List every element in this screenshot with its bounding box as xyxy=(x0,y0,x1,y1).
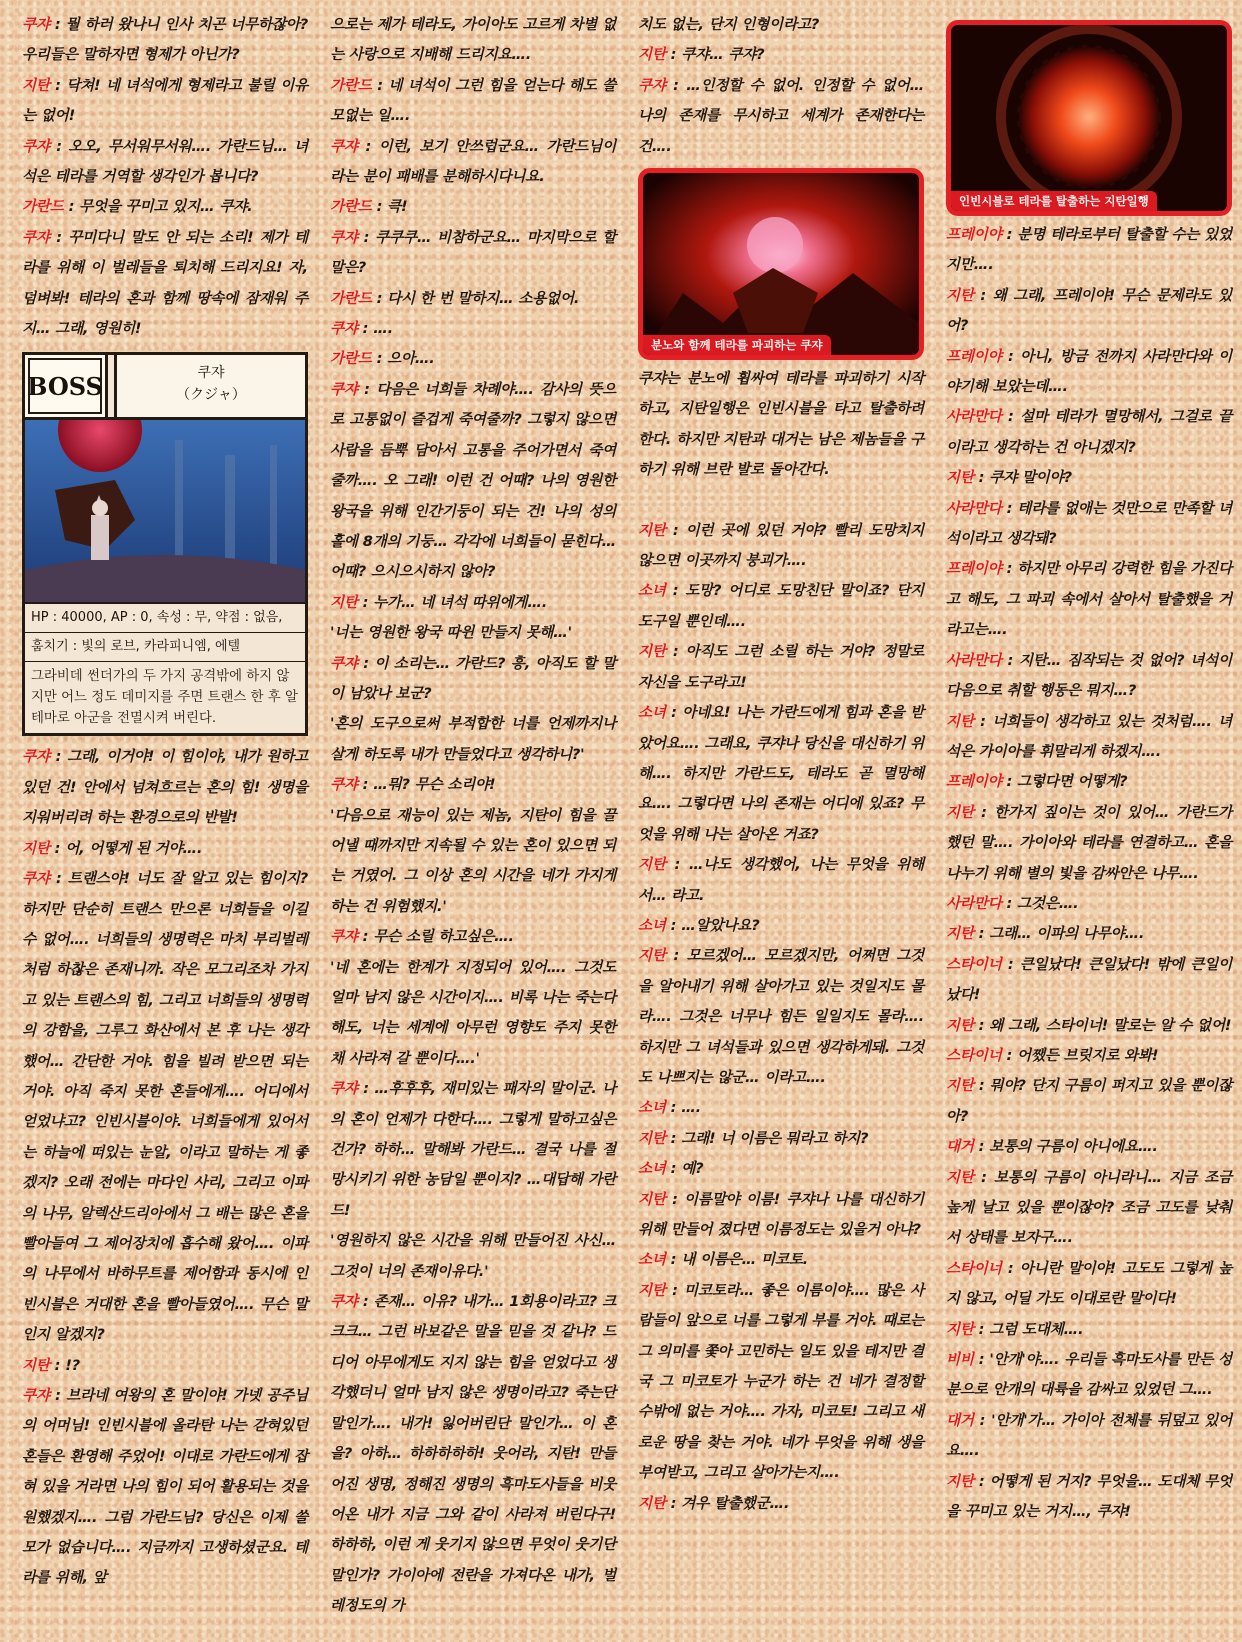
speaker-name: 지탄 xyxy=(22,1356,50,1374)
speaker-name: 소녀 xyxy=(638,1251,666,1269)
dialogue-text: '다음으로 재능이 있는 제놈, 지탄이 힘을 끌어낼 때까지만 지속될 수 있는 혼이 있으면 되는 거였어. 그 이상 혼의 시간을 네가 가지게 하는 건 위험했지.' xyxy=(330,806,616,915)
speaker-name: 지탄 xyxy=(638,1494,666,1512)
dialogue-line: 쿠쟈 : 트랜스야! 너도 잘 알고 있는 힘이지? 하지만 단순히 트랜스 만으론 너희들을 이길 수 없어…. 너희들의 생명력은 마치 부리벌레처럼 하찮은 존재니까. 작은 모그리조차 가지고 있는 트랜스의 힘, 그리고 너희들의 생명력의 강함을, 그루그 화산에서 본 후 나는 생각했어… 간단한 거야. 힘을 빌려 받으면 되는 거야. 아직 죽지 못한 혼들에게…. 어디에서 얻었냐고? 인빈시블이야. 너희들에게 있어서는 하늘에 떠있는 눈알, 이라고 말하는 게 좋겠지? 오래 전에는 마다인 사리, 그리고 이파의 나무, 알렉산드리아에서 그 배는 많은 혼을 빨아들여 그 제어장치에 흡수해 왔어…. 이파의 나무에서 바하무트를 제어함과 동시에 인빈시블은 거대한 혼을 빨아들였어…. 무슨 말인지 알겠지? xyxy=(22,870,308,1344)
dialogue-text: 으아…. xyxy=(387,350,435,368)
dialogue-text: 뭐야? 단지 구름이 퍼지고 있을 뿐이잖아? xyxy=(946,1077,1232,1125)
speaker-name: 쿠쟈 xyxy=(330,137,358,155)
dialogue-line: 지탄 : 보통의 구름이 아니라니… 지금 조금 높게 날고 있을 뿐이잖아? 조금 고도를 낮춰서 상태를 보자구…. xyxy=(946,1168,1232,1247)
boss-name-jp: （クジャ） xyxy=(176,387,246,404)
dialogue-text: 미코토라… 좋은 이름이야…. 많은 사람들이 앞으로 너를 그렇게 부를 거야. 때로는 그 의미를 쫓아 고민하는 일도 있을 테지만 결국 그 미코토가 누군가 하는 건 네가 결정할 수밖에 없는 거야…. 가자, 미코토! 그리고 새로운 땅을 찾는 거야. 네가 무엇을 위해 생을 부여받고, 그리고 살아가는지…. xyxy=(638,1281,925,1482)
dialogue-line: 사라만다 : 지탄… 짐작되는 것 없어? 녀석이 다음으로 취할 행동은 뭐지…? xyxy=(946,651,1232,700)
dialogue-line: 스타이너 : 어쨌든 브릿지로 와봐! xyxy=(946,1046,1159,1064)
dialogue-text: 누가… 네 녀석 따위에게…. xyxy=(373,593,548,611)
dialogue-text: 보통의 구름이 아니에요…. xyxy=(989,1138,1158,1156)
dialogue-line: 가란드 : 다시 한 번 말하지… 소용없어. xyxy=(330,289,580,307)
speaker-name: 지탄 xyxy=(946,1168,974,1186)
dialogue-text: 쿠쟈 말이야? xyxy=(989,469,1072,487)
speaker-name: 소녀 xyxy=(638,916,666,934)
dialogue-line: 지탄 : 모르겠어… 모르겠지만, 어쩌면 그것을 알아내기 위해 살아가고 있는 것일지도 몰라…. 그것은 너무나 힘든 일일지도 몰라…. 하지만 그 녀석들과 있으면 생각하게돼. 그것도 나쁘지는 않군… 이라고…. xyxy=(638,947,924,1086)
speaker-name: 쿠쟈 xyxy=(22,137,50,155)
dialogue-text: 뭘 하러 왔나니 인사 치곤 너무하잖아? 우리들은 말하자면 형제가 아닌가? xyxy=(22,16,308,64)
speaker-name: 지탄 xyxy=(330,593,358,611)
dialogue-line: 지탄 : 쿠쟈… 쿠쟈? xyxy=(638,46,765,64)
dialogue-line: 대거 : 보통의 구름이 아니에요…. xyxy=(946,1138,1158,1156)
speaker-name: 지탄 xyxy=(946,925,974,943)
dialogue-continuation xyxy=(330,618,616,648)
speaker-name: 가란드 xyxy=(330,198,372,216)
speaker-name: 지탄 xyxy=(946,1320,974,1338)
dialogue-line: 프레이야 : 그렇다면 어떻게? xyxy=(946,773,1128,791)
boss-stats: HP : 40000, AP : 0, 속성 : 무, 약점 : 없음, xyxy=(25,604,305,633)
dialogue-text: 존재… 이유? 내가… 1회용이라고? 크크크… 그런 바보같은 말을 믿을 것 같나? 드디어 아무에게도 지지 않는 힘을 얻었다고 생각했더니 얼마 남지 않은 생명이라고? 죽는단 말인가…. 내가! 잃어버린단 말인가… 이 혼을? 아하… 하하하하하! 웃어라, 지탄! 만들어진 생명, 정해진 생명의 흑마도사들을 비웃어온 내가 지금 그와 같이 사라져 버린다구! 하하하, 이런 게 웃기지 않으면 무엇이 웃기단 말인가? 가이아에 전란을 가져다온 내가, 벌레정도의 가 xyxy=(330,1293,616,1615)
speaker-name: 사라만다 xyxy=(946,499,1002,517)
boss-description: 그라비데 썬더가의 두 가지 공격밖에 하지 않지만 어느 정도 데미지를 주면 트랜스 한 후 알테마로 아군을 전멸시켜 버린다. xyxy=(31,669,298,727)
dialogue-line: 쿠쟈 : 무슨 소릴 하고싶은…. xyxy=(330,928,514,946)
dialogue-continuation xyxy=(330,709,616,770)
speaker-name: 프레이야 xyxy=(946,560,1002,578)
speaker-name: 스타이너 xyxy=(946,955,1002,973)
speaker-name: 지탄 xyxy=(638,947,666,965)
dialogue-line: 쿠쟈 : 이 소리는… 가란드? 흥, 아직도 할 말이 남았나 보군? xyxy=(330,654,616,702)
dialogue-text: …나도 생각했어, 나는 무엇을 위해서… 라고. xyxy=(638,856,924,904)
invincible-escape-image xyxy=(946,20,1232,216)
dialogue-line: 프레이야 : 분명 테라로부터 탈출할 수는 있었지만…. xyxy=(946,226,1232,274)
boss-header xyxy=(25,355,305,420)
speaker-name: 지탄 xyxy=(22,839,50,857)
speaker-name: 지탄 xyxy=(946,803,974,821)
explosion-illustration xyxy=(643,173,919,355)
dialogue-line: 쿠쟈 : 그래, 이거야! 이 힘이야, 내가 원하고 있던 건! 안에서 넘쳐흐르는 혼의 힘! 생명을 지워버리려 하는 환경으로의 반발! xyxy=(22,748,308,827)
dialogue-line: 쿠쟈 : 브라네 여왕의 혼 말이야! 가넷 공주님의 어머님! 인빈시블에 올라탄 나는 갇혀있던 혼들은 환영해 주었어! 이대로 가란드에게 잡혀 있을 거라면 나의 힘이 되어 활용되는 것을 원했겠지…. 그럼 가란드님? 당신은 이제 쓸모가 없습니다…. 지금까지 고생하셨군요. 테라를 위해, 앞 xyxy=(22,1387,308,1587)
dialogue-line: 쿠쟈 : 꾸미다니 말도 안 되는 소리! 제가 테라를 위해 이 벌레들을 퇴치해 드리지요! 자, 덤벼봐! 테라의 혼과 함께 땅속에 잠재워 주지… 그래, 영원히! xyxy=(22,228,308,338)
speaker-name: 스타이너 xyxy=(946,1046,1002,1064)
dialogue-text: 그럼 도대체…. xyxy=(989,1320,1084,1338)
dialogue-text: 오오, 무서워무서워…. 가란드님… 녀석은 테라를 거역할 생각인가 봅니다? xyxy=(22,137,308,186)
dialogue-continuation xyxy=(638,10,924,40)
image-caption: 분노와 함께 테라를 파괴하는 쿠쟈 xyxy=(643,335,831,355)
dialogue-text: 도망? 어디로 도망친단 말이죠? 단지 도구일 뿐인데…. xyxy=(638,582,925,630)
speaker-name: 소녀 xyxy=(638,1160,666,1178)
dialogue-text: 다음은 너희들 차례야…. 감사의 뜻으로 고통없이 즐겁게 죽여줄까? 그렇지 않으면 사람을 듬뿍 담아서 고통을 주어가면서 죽여줄까…. 오 그래! 이런 건 어때? 나의 영원한 왕국을 위해 인간기둥이 되는 건! 나의 성의 홀에 8개의 기둥… 각각에 너희들이 묻힌다… 어때? 으시으시하지 않아? xyxy=(330,380,616,581)
dialogue-line: 지탄 : 이런 곳에 있던 거야? 빨리 도망치지 않으면 이곳까지 붕괴가…. xyxy=(638,521,924,570)
speaker-name: 대거 xyxy=(946,1138,974,1156)
dialogue-text: 이름말야 이름! 쿠쟈나 나를 대신하기 위해 만들어 졌다면 이름정도는 있을거 아냐? xyxy=(638,1190,924,1238)
dialogue-text: 어, 어떻게 된 거야…. xyxy=(65,839,203,857)
invincible-eye-illustration xyxy=(951,25,1227,211)
dialogue-line: 소녀 : 예? xyxy=(638,1160,704,1178)
dialogue-line: 지탄 : 쿠쟈 말이야? xyxy=(946,469,1072,487)
dialogue-line: 비비 : '안개'야…. 우리들 흑마도사를 만든 성분으로 안개의 대륙을 감싸고 있었던 그…. xyxy=(946,1351,1232,1399)
dialogue-block xyxy=(638,516,924,1519)
dialogue-text: 테라를 없애는 것만으로 만족할 녀석이라고 생각돼? xyxy=(946,499,1232,548)
speaker-name: 지탄 xyxy=(946,286,974,304)
speaker-name: 대거 xyxy=(946,1411,974,1429)
speaker-name: 가란드 xyxy=(22,198,64,216)
speaker-name: 사라만다 xyxy=(946,894,1002,912)
dialogue-text: 내 이름은… 미코토. xyxy=(681,1251,808,1269)
dialogue-text: …. xyxy=(373,320,393,338)
speaker-name: 쿠쟈 xyxy=(330,1080,358,1098)
speaker-name: 지탄 xyxy=(638,1129,666,1147)
dialogue-text: 이런 곳에 있던 거야? 빨리 도망치지 않으면 이곳까지 붕괴가…. xyxy=(638,521,924,570)
dialogue-block xyxy=(946,220,1232,1527)
dialogue-continuation xyxy=(330,953,616,1075)
speaker-name: 지탄 xyxy=(638,1190,666,1208)
dialogue-line: 소녀 : 도망? 어디로 도망친단 말이죠? 단지 도구일 뿐인데…. xyxy=(638,582,925,630)
speaker-name: 지탄 xyxy=(22,76,50,94)
speaker-name: 쿠쟈 xyxy=(22,16,50,33)
column-2 xyxy=(330,10,616,1622)
dialogue-line: 쿠쟈 : …인정할 수 없어. 인정할 수 없어… 나의 존재를 무시하고 세계가 존재한다는 건…. xyxy=(638,76,924,155)
dialogue-line: 지탄 : 누가… 네 녀석 따위에게…. xyxy=(330,593,548,611)
speaker-name: 프레이야 xyxy=(946,773,1002,791)
boss-screenshot xyxy=(25,420,305,604)
speaker-name: 쿠쟈 xyxy=(638,76,666,94)
speaker-name: 지탄 xyxy=(638,46,666,64)
dialogue-line: 사라만다 : 그것은…. xyxy=(946,894,1079,912)
speaker-name: 지탄 xyxy=(638,643,666,661)
speaker-name: 소녀 xyxy=(638,582,666,600)
dialogue-line: 지탄 : 미코토라… 좋은 이름이야…. 많은 사람들이 앞으로 너를 그렇게 부를 거야. 때로는 그 의미를 쫓아 고민하는 일도 있을 테지만 결국 그 미코토가 누군가 하는 건 네가 결정할 수밖에 없는 거야…. 가자, 미코토! 그리고 새로운 땅을 찾는 거야. 네가 무엇을 위해 생을 부여받고, 그리고 살아가는지…. xyxy=(638,1281,925,1482)
dialogue-text: '혼의 도구으로써 부적합한 너를 언제까지나 살게 하도록 내가 만들었다고 생각하니?' xyxy=(330,715,616,763)
speaker-name: 가란드 xyxy=(330,76,372,94)
image-caption: 인빈시블로 테라를 탈출하는 지탄일행 xyxy=(951,191,1157,211)
speaker-name: 지탄 xyxy=(946,1016,974,1034)
dialogue-text: 왜 그래, 프레이야! 무슨 문제라도 있어? xyxy=(946,286,1232,335)
dialogue-text: 큭! xyxy=(387,198,408,216)
speaker-name: 쿠쟈 xyxy=(330,654,358,672)
dialogue-text: 아니, 방금 전까지 사라만다와 이야기해 보았는데…. xyxy=(946,347,1232,396)
boss-box xyxy=(22,352,308,736)
dialogue-text: …인정할 수 없어. 인정할 수 없어… 나의 존재를 무시하고 세계가 존재한다는 건…. xyxy=(638,76,924,155)
dialogue-text: 쿠쟈… 쿠쟈? xyxy=(681,46,765,64)
speaker-name: 쿠쟈 xyxy=(330,228,358,246)
dialogue-text: 무슨 소릴 하고싶은…. xyxy=(373,928,514,946)
dialogue-text: 으로는 제가 테라도, 가이아도 고르게 차별 없는 사랑으로 지배해 드리지요…. xyxy=(330,16,616,64)
speaker-name: 쿠쟈 xyxy=(22,228,50,246)
dialogue-line: 지탄 : !? xyxy=(22,1356,80,1374)
dialogue-text: 왜 그래, 스타이너! 말로는 알 수 없어! xyxy=(989,1016,1232,1034)
dialogue-line: 쿠쟈 : 이런, 보기 안쓰럽군요… 가란드님이라는 분이 패배를 분해하시다니요. xyxy=(330,137,616,186)
dialogue-line: 지탄 : …나도 생각했어, 나는 무엇을 위해서… 라고. xyxy=(638,856,924,904)
speaker-name: 사라만다 xyxy=(946,651,1002,669)
dialogue-block xyxy=(330,10,616,1622)
dialogue-line: 지탄 : 그럼 도대체…. xyxy=(946,1320,1084,1338)
column-3 xyxy=(638,10,924,1519)
dialogue-text: …후후후, 재미있는 패자의 말이군. 나의 혼이 언제가 다한다…. 그렇게 말하고싶은 건가? 하하… 말해봐 가란드… 결국 나를 절망시키기 위한 농담일 뿐이지? …대답해 가란드! xyxy=(330,1080,616,1219)
dialogue-continuation xyxy=(330,10,616,71)
dialogue-line: 쿠쟈 : 오오, 무서워무서워…. 가란드님… 녀석은 테라를 거역할 생각인가 봅니다? xyxy=(22,137,308,186)
dialogue-text: 보통의 구름이 아니라니… 지금 조금 높게 날고 있을 뿐이잖아? 조금 고도를 낮춰서 상태를 보자구…. xyxy=(946,1168,1232,1247)
speaker-name: 지탄 xyxy=(946,469,974,487)
boss-scene-illustration xyxy=(25,420,305,602)
dialogue-line: 소녀 : 내 이름은… 미코토. xyxy=(638,1251,808,1269)
dialogue-text: '영원하지 않은 시간을 위해 만들어진 사신… 그것이 너의 존재이유다.' xyxy=(330,1232,616,1280)
boss-name-panel xyxy=(114,355,305,417)
dialogue-block xyxy=(22,10,308,344)
boss-steal: 훔치기 : 빛의 로브, 카라피니엠, 에텔 xyxy=(25,633,305,662)
dialogue-line: 지탄 : 한가지 짚이는 것이 있어… 가란드가 했던 말…. 가이아와 테라를 연결하고… 혼을 나누기 위해 별의 빛을 감싸안은 나무…. xyxy=(946,803,1232,882)
dialogue-text: '너는 영원한 왕국 따윈 만들지 못해…' xyxy=(330,624,572,642)
dialogue-text: …뭐? 무슨 소리야! xyxy=(373,776,496,794)
kuja-destroying-terra-image xyxy=(638,168,924,360)
dialogue-text: 그래! 너 이름은 뭐라고 하지? xyxy=(681,1129,869,1147)
speaker-name: 쿠쟈 xyxy=(330,380,358,398)
dialogue-text: '안개'야…. 우리들 흑마도사를 만든 성분으로 안개의 대륙을 감싸고 있었던 그…. xyxy=(946,1351,1232,1399)
dialogue-line: 지탄 : 어, 어떻게 된 거야…. xyxy=(22,839,203,857)
dialogue-text: 닥쳐! 네 녀석에게 형제라고 불릴 이유는 없어! xyxy=(22,76,308,125)
boss-tag: BOSS xyxy=(25,355,108,417)
dialogue-text: 그것은…. xyxy=(1017,894,1079,912)
dialogue-text: 지탄… 짐작되는 것 없어? 녀석이 다음으로 취할 행동은 뭐지…? xyxy=(946,651,1232,700)
speaker-name: 스타이너 xyxy=(946,1259,1002,1277)
dialogue-line: 쿠쟈 : …. xyxy=(330,320,393,338)
dialogue-continuation xyxy=(330,1226,616,1287)
speaker-name: 비비 xyxy=(946,1351,974,1369)
boss-name: 쿠쟈 xyxy=(197,365,225,382)
dialogue-text: 겨우 탈출했군…. xyxy=(681,1494,790,1512)
dialogue-line: 소녀 : 아네요! 나는 가란드에게 힘과 혼을 받았어요…. 그래요, 쿠쟈나 당신을 대신하기 위해…. 하지만 가란드도, 테라도 곧 멸망해요…. 그렇다면 나의 존재는 어디에 있죠? 무엇을 위해 나는 살아온 거죠? xyxy=(638,704,924,843)
dialogue-line: 지탄 : 어떻게 된 거지? 무엇을… 도대체 무엇을 꾸미고 있는 거지…, 쿠쟈! xyxy=(946,1472,1232,1521)
speaker-name: 쿠쟈 xyxy=(330,776,358,794)
dialogue-text: 브라네 여왕의 혼 말이야! 가넷 공주님의 어머님! 인빈시블에 올라탄 나는 갇혀있던 혼들은 환영해 주었어! 이대로 가란드에게 잡혀 있을 거라면 나의 힘이 되어 활용되는 것을 원했겠지…. 그럼 가란드님? 당신은 이제 쓸모가 없습니다…. 지금까지 고생하셨군요. 테라를 위해, 앞 xyxy=(22,1387,308,1587)
dialogue-line: 소녀 : …알았나요? xyxy=(638,916,760,934)
dialogue-text: 아직도 그런 소릴 하는 거야? 정말로 자신을 도구라고! xyxy=(638,643,924,691)
speaker-name: 지탄 xyxy=(946,1472,974,1490)
speaker-name: 쿠쟈 xyxy=(330,928,358,946)
speaker-name: 지탄 xyxy=(638,521,666,539)
dialogue-text: '네 혼에는 한계가 지정되어 있어…. 그것도 얼마 남지 않은 시간이지…. 비록 나는 죽는다 해도, 너는 세계에 아무런 영향도 주지 못한 채 사라져 갈 뿐이다….' xyxy=(330,958,616,1067)
dialogue-text: 다시 한 번 말하지… 소용없어. xyxy=(387,289,580,307)
dialogue-line: 지탄 : 그래! 너 이름은 뭐라고 하지? xyxy=(638,1129,869,1147)
dialogue-text: 너희들이 생각하고 있는 것처럼…. 녀석은 가이아를 휘말리게 하겠지…. xyxy=(946,712,1232,760)
speaker-name: 지탄 xyxy=(638,1281,666,1299)
speaker-name: 프레이야 xyxy=(946,226,1002,243)
dialogue-text: 어쨌든 브릿지로 와봐! xyxy=(1017,1046,1159,1064)
dialogue-line: 소녀 : …. xyxy=(638,1099,701,1117)
narration: 쿠쟈는 분노에 휩싸여 테라를 파괴하기 시작하고, 지탄일행은 인빈시블을 타고 탈출하려 한다. 하지만 지탄과 대거는 남은 제놈들을 구하기 위해 브란 발로 돌아간다. xyxy=(638,370,924,479)
dialogue-line: 가란드 : 네 녀석이 그런 힘을 얻는다 해도 쓸모없는 일…. xyxy=(330,76,616,125)
dialogue-line: 쿠쟈 : 존재… 이유? 내가… 1회용이라고? 크크크… 그런 바보같은 말을 믿을 것 같나? 드디어 아무에게도 지지 않는 힘을 얻었다고 생각했더니 얼마 남지 않은 생명이라고? 죽는단 말인가…. 내가! 잃어버린단 말인가… 이 혼을? 아하… 하하하하하! 웃어라, 지탄! 만들어진 생명, 정해진 생명의 흑마도사들을 비웃어온 내가 지금 그와 같이 사라져 버린다구! 하하하, 이런 게 웃기지 않으면 무엇이 웃기단 말인가? 가이아에 전란을 가져다온 내가, 벌레정도의 가 xyxy=(330,1293,616,1615)
dialogue-text: 그래… 이파의 나무야…. xyxy=(989,925,1145,943)
dialogue-line: 스타이너 : 아니란 말이야! 고도도 그렇게 높지 않고, 어딜 가도 이대로란 말이다! xyxy=(946,1259,1232,1308)
dialogue-text: 치도 없는, 단지 인형이라고? xyxy=(638,16,820,33)
dialogue-text: 큰일났다! 큰일났다! 밖에 큰일이 났다! xyxy=(946,955,1232,1004)
dialogue-text: 모르겠어… 모르겠지만, 어쩌면 그것을 알아내기 위해 살아가고 있는 것일지도 몰라…. 그것은 너무나 힘든 일일지도 몰라…. 하지만 그 녀석들과 있으면 생각하게돼. 그것도 나쁘지는 않군… 이라고…. xyxy=(638,947,924,1086)
dialogue-line: 대거 : '안개'가… 가이아 전체를 뒤덮고 있어요…. xyxy=(946,1411,1232,1460)
dialogue-text: …. xyxy=(681,1099,701,1117)
column-1 xyxy=(22,10,308,1594)
dialogue-text: 네 녀석이 그런 힘을 얻는다 해도 쓸모없는 일…. xyxy=(330,76,616,125)
dialogue-line: 지탄 : 이름말야 이름! 쿠쟈나 나를 대신하기 위해 만들어 졌다면 이름정도는 있을거 아냐? xyxy=(638,1190,924,1238)
dialogue-text: 예? xyxy=(681,1160,704,1178)
dialogue-line: 쿠쟈 : 뭘 하러 왔나니 인사 치곤 너무하잖아? 우리들은 말하자면 형제가 아닌가? xyxy=(22,16,308,64)
dialogue-text: 이 소리는… 가란드? 흥, 아직도 할 말이 남았나 보군? xyxy=(330,654,616,702)
dialogue-text: 이런, 보기 안쓰럽군요… 가란드님이라는 분이 패배를 분해하시다니요. xyxy=(330,137,616,186)
dialogue-text: 분명 테라로부터 탈출할 수는 있었지만…. xyxy=(946,226,1232,274)
dialogue-line: 프레이야 : 하지만 아무리 강력한 힘을 가진다고 해도, 그 파괴 속에서 살아서 탈출했을 거라고는…. xyxy=(946,560,1232,639)
speaker-name: 소녀 xyxy=(638,1099,666,1117)
dialogue-line: 지탄 : 왜 그래, 스타이너! 말로는 알 수 없어! xyxy=(946,1016,1232,1034)
dialogue-block xyxy=(22,742,308,1593)
speaker-name: 소녀 xyxy=(638,704,666,722)
dialogue-line: 지탄 : 왜 그래, 프레이야! 무슨 문제라도 있어? xyxy=(946,286,1232,335)
dialogue-line: 쿠쟈 : 쿠쿠쿠… 비참하군요… 마지막으로 할말은? xyxy=(330,228,617,277)
dialogue-text: !? xyxy=(65,1356,80,1374)
speaker-name: 사라만다 xyxy=(946,408,1002,426)
dialogue-text: 설마 테라가 멸망해서, 그걸로 끝이라고 생각하는 건 아니겠지? xyxy=(946,408,1232,456)
dialogue-line: 지탄 : 아직도 그런 소릴 하는 거야? 정말로 자신을 도구라고! xyxy=(638,643,924,691)
column-4 xyxy=(946,10,1232,1527)
speaker-name: 쿠쟈 xyxy=(330,320,358,338)
dialogue-line: 지탄 : 겨우 탈출했군…. xyxy=(638,1494,790,1512)
dialogue-line: 쿠쟈 : 다음은 너희들 차례야…. 감사의 뜻으로 고통없이 즐겁게 죽여줄까? 그렇지 않으면 사람을 듬뿍 담아서 고통을 주어가면서 죽여줄까…. 오 그래! 이런 건 어때? 나의 영원한 왕국을 위해 인간기둥이 되는 건! 나의 성의 홀에 8개의 기둥… 각각에 너희들이 묻힌다… 어때? 으시으시하지 않아? xyxy=(330,380,616,581)
dialogue-text: 하지만 아무리 강력한 힘을 가진다고 해도, 그 파괴 속에서 살아서 탈출했을 거라고는…. xyxy=(946,560,1232,639)
dialogue-text: 한가지 짚이는 것이 있어… 가란드가 했던 말…. 가이아와 테라를 연결하고… 혼을 나누기 위해 별의 빛을 감싸안은 나무…. xyxy=(946,803,1232,882)
speaker-name: 지탄 xyxy=(946,1077,974,1095)
dialogue-line: 지탄 : 뭐야? 단지 구름이 퍼지고 있을 뿐이잖아? xyxy=(946,1077,1232,1125)
dialogue-text: 어떻게 된 거지? 무엇을… 도대체 무엇을 꾸미고 있는 거지…, 쿠쟈! xyxy=(946,1472,1232,1521)
speaker-name: 가란드 xyxy=(330,289,372,307)
dialogue-text: 무엇을 꾸미고 있지… 쿠쟈. xyxy=(79,198,253,216)
dialogue-line: 스타이너 : 큰일났다! 큰일났다! 밖에 큰일이 났다! xyxy=(946,955,1232,1004)
dialogue-text: '안개'가… 가이아 전체를 뒤덮고 있어요…. xyxy=(946,1411,1232,1460)
speaker-name: 쿠쟈 xyxy=(22,1387,50,1404)
speaker-name: 지탄 xyxy=(638,856,666,874)
dialogue-text: 아니란 말이야! 고도도 그렇게 높지 않고, 어딜 가도 이대로란 말이다! xyxy=(946,1259,1232,1308)
dialogue-line: 가란드 : 으아…. xyxy=(330,350,435,368)
dialogue-line: 쿠쟈 : …후후후, 재미있는 패자의 말이군. 나의 혼이 언제가 다한다…. 그렇게 말하고싶은 건가? 하하… 말해봐 가란드… 결국 나를 절망시키기 위한 농담일 뿐이지? …대답해 가란드! xyxy=(330,1080,616,1219)
dialogue-text: 아네요! 나는 가란드에게 힘과 혼을 받았어요…. 그래요, 쿠쟈나 당신을 대신하기 위해…. 하지만 가란드도, 테라도 곧 멸망해요…. 그렇다면 나의 존재는 어디에 있죠? 무엇을 위해 나는 살아온 거죠? xyxy=(638,704,924,843)
dialogue-line: 가란드 : 무엇을 꾸미고 있지… 쿠쟈. xyxy=(22,198,253,216)
speaker-name: 쿠쟈 xyxy=(22,870,50,888)
dialogue-text: 꾸미다니 말도 안 되는 소리! 제가 테라를 위해 이 벌레들을 퇴치해 드리지요! 자, 덤벼봐! 테라의 혼과 함께 땅속에 잠재워 주지… 그래, 영원히! xyxy=(22,228,308,338)
dialogue-text: …알았나요? xyxy=(681,916,760,934)
speaker-name: 지탄 xyxy=(946,712,974,730)
dialogue-block xyxy=(638,10,924,162)
dialogue-line: 사라만다 : 테라를 없애는 것만으로 만족할 녀석이라고 생각돼? xyxy=(946,499,1232,548)
speaker-name: 가란드 xyxy=(330,350,372,368)
dialogue-line: 지탄 : 그래… 이파의 나무야…. xyxy=(946,925,1145,943)
dialogue-line: 지탄 : 너희들이 생각하고 있는 것처럼…. 녀석은 가이아를 휘말리게 하겠지…. xyxy=(946,712,1232,760)
speaker-name: 쿠쟈 xyxy=(330,1293,358,1311)
dialogue-line: 사라만다 : 설마 테라가 멸망해서, 그걸로 끝이라고 생각하는 건 아니겠지? xyxy=(946,408,1232,456)
dialogue-line: 가란드 : 큭! xyxy=(330,198,408,216)
dialogue-line: 프레이야 : 아니, 방금 전까지 사라만다와 이야기해 보았는데…. xyxy=(946,347,1232,396)
speaker-name: 프레이야 xyxy=(946,347,1002,365)
dialogue-text: 그래, 이거야! 이 힘이야, 내가 원하고 있던 건! 안에서 넘쳐흐르는 혼의 힘! 생명을 지워버리려 하는 환경으로의 반발! xyxy=(22,748,308,827)
dialogue-text: 그렇다면 어떻게? xyxy=(1017,773,1128,791)
dialogue-continuation xyxy=(330,801,616,923)
dialogue-text: 쿠쿠쿠… 비참하군요… 마지막으로 할말은? xyxy=(330,228,617,277)
dialogue-line: 쿠쟈 : …뭐? 무슨 소리야! xyxy=(330,776,496,794)
speaker-name: 쿠쟈 xyxy=(22,748,50,766)
dialogue-line: 지탄 : 닥쳐! 네 녀석에게 형제라고 불릴 이유는 없어! xyxy=(22,76,308,125)
dialogue-text: 트랜스야! 너도 잘 알고 있는 힘이지? 하지만 단순히 트랜스 만으론 너희들을 이길 수 없어…. 너희들의 생명력은 마치 부리벌레처럼 하찮은 존재니까. 작은 모그리조차 가지고 있는 트랜스의 힘, 그리고 너희들의 생명력의 강함을, 그루그 화산에서 본 후 나는 생각했어… 간단한 거야. 힘을 빌려 받으면 되는 거야. 아직 죽지 못한 혼들에게…. 어디에서 얻었냐고? 인빈시블이야. 너희들에게 있어서는 하늘에 떠있는 눈알, 이라고 말하는 게 좋겠지? 오래 전에는 마다인 사리, 그리고 이파의 나무, 알렉산드리아에서 그 배는 많은 혼을 빨아들여 그 제어장치에 흡수해 왔어…. 이파의 나무에서 바하무트를 제어함과 동시에 인빈시블은 거대한 혼을 빨아들였어…. 무슨 말인지 알겠지? xyxy=(22,870,308,1344)
